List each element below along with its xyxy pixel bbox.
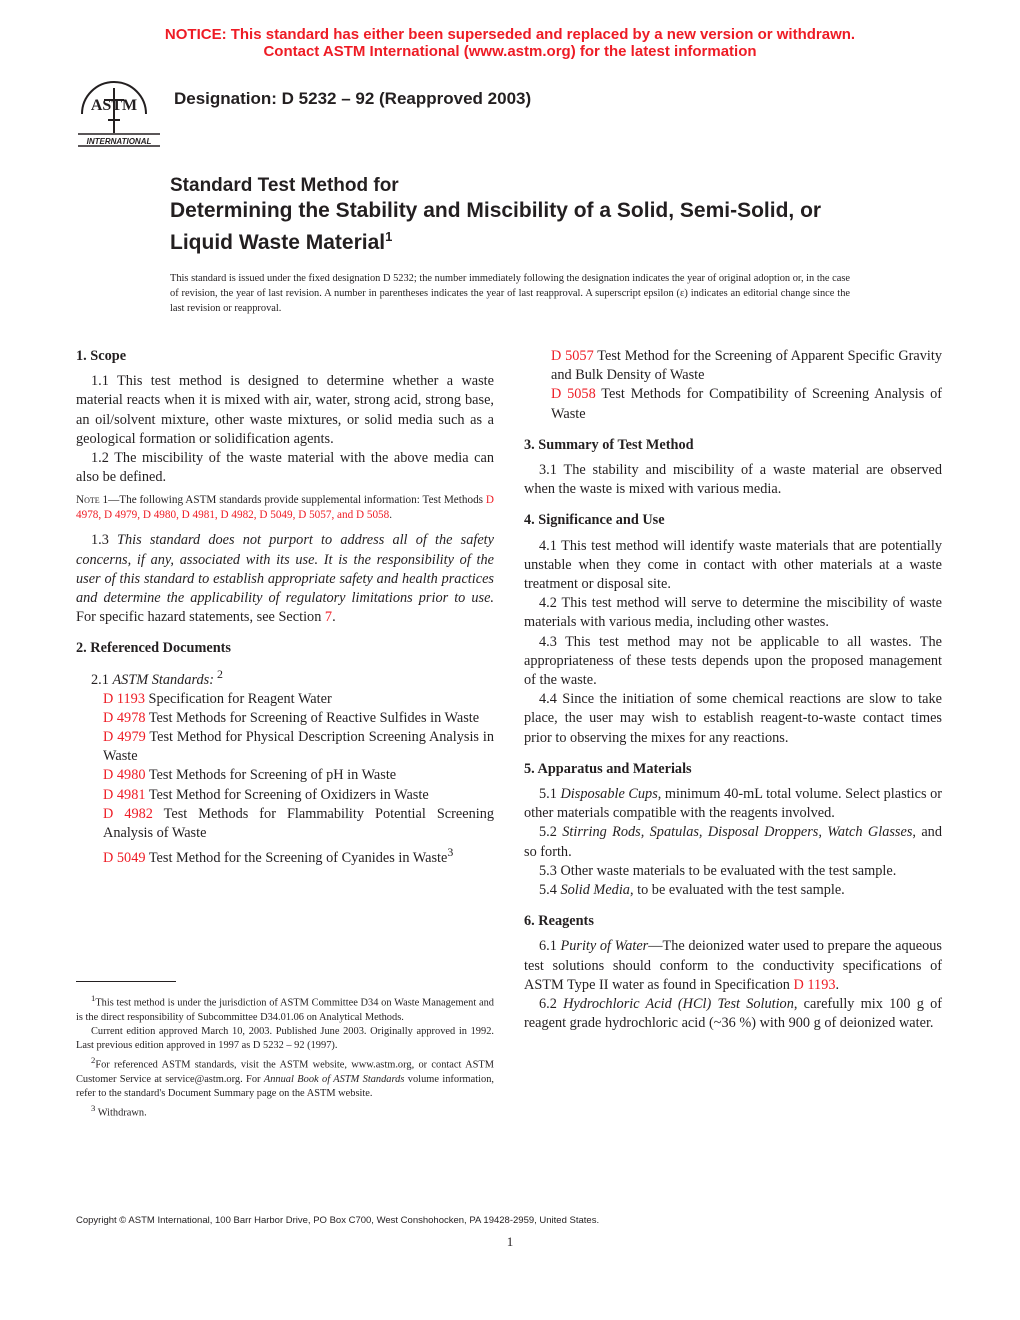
para-5-4-term: Solid Media (560, 882, 630, 899)
title-footnote-mark: 1 (385, 229, 393, 244)
safety-caveat: This standard does not purport to address all of the safety concerns, if any, associated with its use. It is the responsibility of the user of this standard to establish appropriate safety and health practices and determine the applicability of regulatory limitations prior to use. (76, 532, 494, 607)
astm-standards-label: ASTM Standards: (112, 671, 214, 688)
ref-item (76, 843, 494, 868)
footnote-2 (76, 1053, 494, 1101)
footnote-2-text-a: For referenced ASTM standards, visit the ASTM website, www.astm.org, or contact ASTM Customer Service at service@astm.org. For (76, 1059, 494, 1085)
title-main: Determining the Stability and Miscibility of a Solid, Semi-Solid, or Liquid Waste Material (170, 199, 822, 254)
footnote-2-text-b: volume information, refer to the standard's Document Summary page on the ASTM website. (76, 1073, 494, 1100)
para-1-2: 1.2 The miscibility of the waste material with the above media can also be defined. (76, 450, 494, 486)
footnote-1-mark: 1 (91, 993, 96, 1003)
ref-item (76, 728, 494, 766)
para-5-4-number: 5.4 (539, 882, 561, 899)
ref-text: Test Methods for Flammability Potential Screening Analysis of Waste (103, 805, 494, 842)
ref-code[interactable]: D 4981 (103, 786, 146, 803)
para-6-2 (524, 995, 942, 1033)
para-1-3 (76, 531, 494, 627)
ref-code[interactable]: D 4980 (103, 767, 146, 784)
note-1-end: . (389, 509, 393, 522)
right-column (524, 347, 942, 1034)
logo-text: ASTM (90, 97, 138, 114)
left-column (76, 347, 494, 868)
para-6-1 (524, 937, 942, 995)
note-1 (76, 493, 494, 523)
title-line-2 (170, 198, 850, 256)
para-6-2-number: 6.2 (539, 996, 564, 1013)
logo-subtext: INTERNATIONAL (86, 137, 152, 146)
ref-item (524, 347, 942, 385)
note-1-text: —The following ASTM standards provide supplemental information: Test Methods (108, 494, 486, 507)
ref-text: Specification for Reagent Water (144, 690, 332, 707)
ref-text: Test Method for the Screening of Cyanides in Waste (145, 850, 448, 866)
footnote-2-italic: Annual Book of ASTM Standards (263, 1073, 405, 1085)
para-6-1-end: . (835, 976, 840, 993)
para-5-3: 5.3 Other waste materials to be evaluated with the test sample. (539, 862, 897, 879)
ref-text: Test Methods for Screening of pH in Waste (145, 767, 397, 784)
note-1-label: Note 1 (76, 494, 109, 507)
footnote-2-mark: 2 (91, 1055, 96, 1066)
d1193-link[interactable]: D 1193 (793, 976, 836, 993)
ref-text: Test Methods for Screening of Reactive Sulfides in Waste (145, 709, 480, 726)
ref-code[interactable]: D 5058 (551, 386, 596, 403)
ref-code[interactable]: D 4982 (103, 805, 153, 822)
para-1-3-tail: For specific hazard statements, see Section (76, 609, 325, 626)
section-6-heading: 6. Reagents (524, 913, 594, 930)
footnotes (76, 991, 494, 1121)
section-5-heading: 5. Apparatus and Materials (524, 760, 692, 777)
footnote-1b: Current edition approved March 10, 2003. Published June 2003. Originally approved in 1992. Last previous edition approved in 1997 as D 5232 – 92 (1997). (76, 1025, 494, 1052)
para-4-1: 4.1 This test method will identify waste materials that are potentially unstable when they come in contact with other materials at a waste treatment or disposal site. (524, 537, 942, 593)
para-5-2-term: Stirring Rods, Spatulas, Disposal Droppers, Watch Glasses (562, 824, 913, 841)
astm-logo (64, 70, 164, 150)
para-5-2-text: , and so forth. (524, 824, 942, 860)
para-4-4: 4.4 Since the initiation of some chemical reactions are slow to take place, the user may wish to establish reagent-to-waste contact times prior to observing the mixes for any reactions. (524, 691, 942, 746)
title-line-1: Standard Test Method for (170, 175, 399, 196)
ref-item (76, 690, 494, 709)
para-5-2-number: 5.2 (539, 824, 563, 841)
footnote-1 (76, 991, 494, 1025)
para-4-2: 4.2 This test method will serve to determine the miscibility of waste materials with various media, including other wastes. (524, 595, 942, 631)
para-5-1 (524, 785, 942, 823)
footnote-1-text: This test method is under the jurisdiction of ASTM Committee D34 on Waste Management and is the direct responsibility of Subcommittee D34.01.06 on Analytical Methods. (76, 997, 494, 1023)
para-6-1-term: Purity of Water (560, 938, 649, 955)
section-1-heading: 1. Scope (76, 348, 127, 364)
para-1-1: 1.1 This test method is designed to determine whether a waste material reacts when it is mixed with air, water, strong acid, strong base, an oil/solvent mixture, other waste mixtures, or solid media such as a geological formation or solidification agents. (76, 373, 494, 447)
para-5-1-number: 5.1 (539, 786, 561, 803)
para-1-3-number: 1.3 (91, 532, 118, 549)
ref-item (76, 709, 494, 728)
ref-item (76, 786, 494, 805)
para-5-2 (524, 823, 942, 861)
ref-item (76, 766, 494, 785)
para-5-1-text: , minimum 40-mL total volume. Select plastics or other materials compatible with the reagents involved. (524, 786, 943, 822)
para-6-2-term: Hydrochloric Acid (HCl) Test Solution (563, 996, 794, 1013)
para-4-3: 4.3 This test method may not be applicable to all wastes. The appropriateness of these tests depends upon the proposed management of the waste. (524, 633, 942, 689)
para-2-1-number: 2.1 (91, 671, 113, 688)
ref-code[interactable]: D 4978 (103, 709, 146, 726)
footnote-divider (76, 981, 176, 982)
para-2-1 (76, 665, 494, 690)
ref-item (76, 805, 494, 843)
section-7-link[interactable]: 7 (324, 609, 333, 626)
section-4-heading: 4. Significance and Use (524, 512, 665, 529)
footnote-3 (76, 1101, 494, 1121)
designation: Designation: D 5232 – 92 (Reapproved 2003) (174, 89, 532, 108)
note-1-refs[interactable]: D 4978, D 4979, D 4980, D 4981, D 4982, D 5049, D 5057, and D 5058 (76, 494, 494, 522)
para-1-3-end: . (332, 609, 336, 626)
section-2-heading: 2. Referenced Documents (76, 640, 231, 657)
notice-line-2: Contact ASTM International (www.astm.org) for the latest information (263, 43, 757, 60)
ref-item (524, 385, 942, 423)
ref-text: Test Method for Screening of Oxidizers in Waste (145, 786, 429, 803)
para-6-1-text: —The deionized water used to prepare the aqueous test solutions should conform to the conductivity specifications of ASTM Type II water as found in Specification (524, 938, 942, 993)
page-number: 1 (506, 1234, 514, 1249)
issued-statement: This standard is issued under the fixed designation D 5232; the number immediately following the designation indicates the year of original adoption or, in the case of revision, the year of last revision. A number in parentheses indicates the year of last reapproval. A superscript epsilon (ε) indicates an editorial change since the last revision or reapproval. (170, 273, 851, 314)
ref-text: Test Method for Physical Description Screening Analysis in Waste (103, 729, 494, 765)
ref-code[interactable]: D 5057 (551, 348, 594, 364)
footnote-3-text: Withdrawn. (95, 1107, 147, 1119)
ref-text: Test Methods for Compatibility of Screening Analysis of Waste (551, 386, 942, 422)
ref-text: Test Method for the Screening of Apparent Specific Gravity and Bulk Density of Waste (551, 348, 942, 384)
ref-code[interactable]: D 1193 (103, 690, 145, 707)
para-6-1-number: 6.1 (539, 938, 561, 955)
para-5-4 (524, 881, 942, 900)
withdrawn-notice (0, 26, 1020, 60)
footnote-3-mark: 3 (91, 1103, 96, 1114)
para-5-1-term: Disposable Cups (560, 786, 658, 803)
ref-code[interactable]: D 4979 (103, 729, 146, 746)
notice-line-1: NOTICE: This standard has either been superseded and replaced by a new version or withdrawn. (164, 26, 856, 43)
para-6-2-text: , carefully mix 100 g of reagent grade hydrochloric acid (~36 %) with 900 g of deionized water. (524, 996, 942, 1032)
section-3-heading: 3. Summary of Test Method (524, 436, 694, 453)
para-3-1: 3.1 The stability and miscibility of a waste material are observed when the waste is mixed with various media. (524, 462, 942, 498)
footnote-3-mark: 3 (447, 845, 454, 860)
para-5-4-text: , to be evaluated with the test sample. (629, 882, 845, 899)
footnote-2-mark: 2 (214, 666, 223, 681)
copyright-line: Copyright © ASTM International, 100 Barr Harbor Drive, PO Box C700, West Conshohocken, PA 19428-2959, United States. (76, 1215, 600, 1226)
ref-code[interactable]: D 5049 (103, 850, 146, 866)
